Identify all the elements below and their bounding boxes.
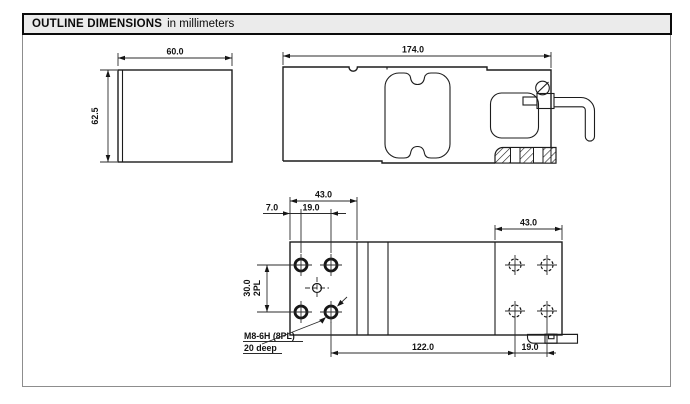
- cable-pocket: [491, 93, 539, 138]
- profile-body-bottom: [283, 161, 495, 163]
- cable: [554, 98, 595, 142]
- arrowhead: [290, 199, 297, 204]
- seal-screw: [536, 81, 550, 95]
- dim-hole-pitch-y-label: 30.0: [242, 279, 252, 297]
- end-view: [90, 47, 232, 163]
- dim-profile-length: [283, 45, 551, 69]
- arrowhead: [544, 54, 551, 59]
- thread-note-label: M8-6H (8PL): [244, 331, 295, 341]
- dim-hole-span-label: 122.0: [411, 342, 435, 352]
- dim-profile-length-label: 174.0: [401, 44, 425, 55]
- mounting-holes-right: [505, 255, 557, 321]
- dim-edge-to-hole-label: 7.0: [265, 202, 279, 213]
- hidden-hole: [537, 255, 557, 275]
- arrowhead: [547, 351, 554, 355]
- arrowhead: [265, 265, 270, 272]
- section-title: OUTLINE DIMENSIONS: [32, 18, 163, 30]
- tapped-hole: [290, 254, 312, 276]
- dim-end-height-label: 62.5: [90, 107, 100, 125]
- mounting-holes-left: [290, 254, 342, 323]
- dim-hole-pitch-x-label: 19.0: [302, 202, 320, 213]
- hatched-section: [495, 148, 556, 164]
- screw-slot-icon: [537, 82, 549, 94]
- center-pilot-hole: [305, 277, 329, 299]
- arrowhead: [331, 211, 338, 216]
- arrowhead: [331, 351, 338, 355]
- arrowhead: [283, 211, 290, 216]
- section-subtitle: in millimeters: [167, 18, 235, 30]
- dim-end-height: [90, 70, 117, 162]
- hidden-hole: [537, 301, 557, 321]
- dim-hole-span: [331, 321, 556, 357]
- arrowhead: [225, 56, 232, 61]
- tapped-hole: [320, 254, 342, 276]
- dim-hole-pitch-y: [242, 265, 293, 312]
- hidden-hole: [505, 301, 525, 321]
- arrowhead: [118, 56, 125, 61]
- dim-hole-offsets: [263, 203, 346, 254]
- arrowhead: [555, 227, 562, 232]
- hidden-hole: [505, 255, 525, 275]
- arrowhead: [106, 155, 111, 162]
- dim-right-hole-pitch-label: 19.0: [521, 342, 539, 352]
- arrowhead: [265, 305, 270, 312]
- thread-depth-label: 20 deep: [244, 343, 277, 353]
- arrowhead: [106, 70, 111, 77]
- dim-end-width: [118, 47, 232, 67]
- dim-end-width-label: 60.0: [166, 46, 184, 57]
- arrowhead: [495, 227, 502, 232]
- dim-right-pad-width: [495, 218, 562, 241]
- dim-right-pad-width-label: 43.0: [519, 217, 538, 228]
- arrowhead: [283, 54, 290, 59]
- flexure-cutout: [385, 73, 450, 158]
- dim-hole-pitch-y-note: 2PL: [252, 279, 262, 297]
- plan-view: [242, 190, 578, 358]
- dim-left-pad-width: [290, 190, 357, 241]
- arrowhead: [508, 351, 515, 355]
- end-view-body: [118, 70, 232, 162]
- dim-left-pad-width-label: 43.0: [314, 189, 333, 200]
- tapped-hole: [290, 301, 312, 323]
- profile-view: [283, 45, 595, 164]
- arrowhead: [350, 199, 357, 204]
- arrowhead: [319, 317, 326, 324]
